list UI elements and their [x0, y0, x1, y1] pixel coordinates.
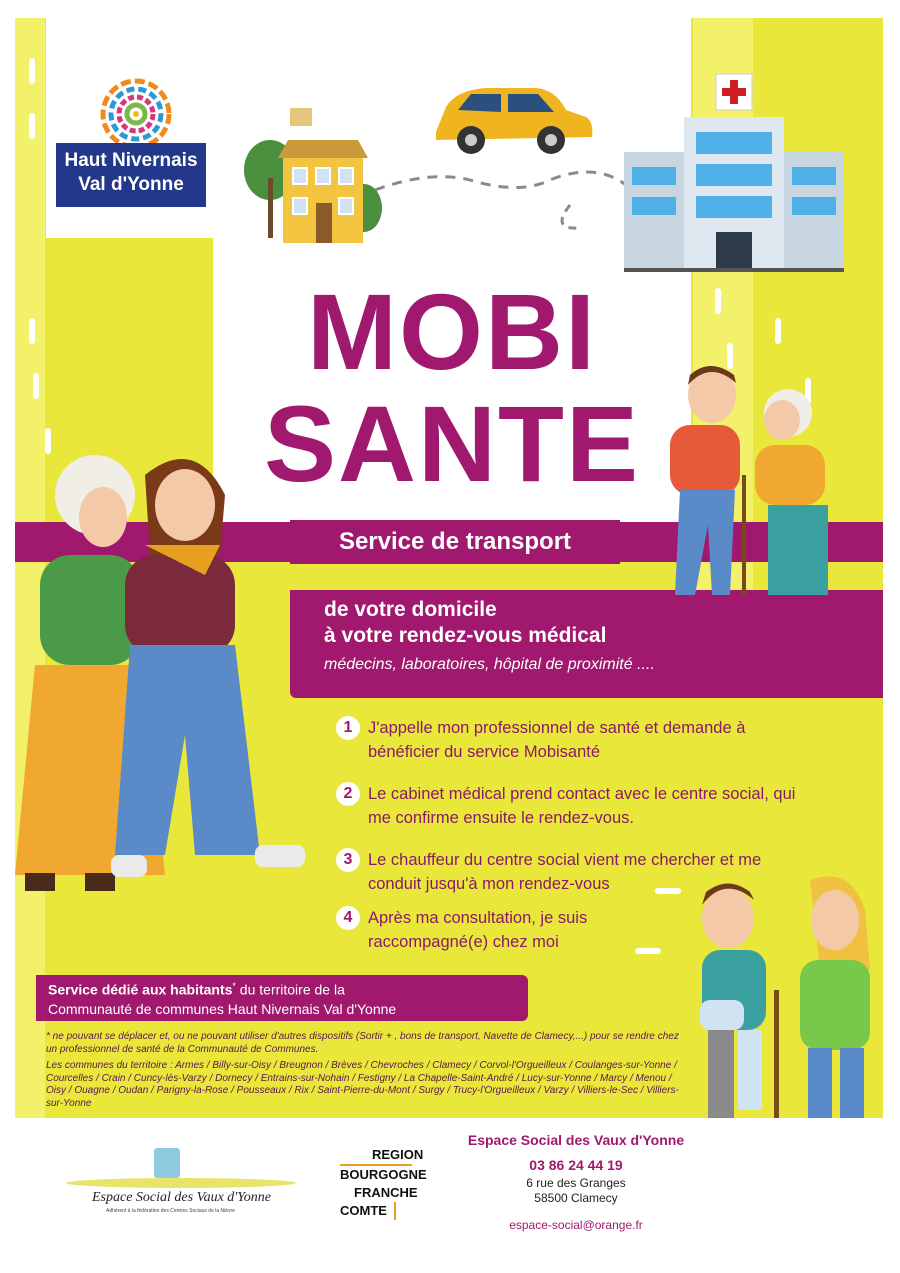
title-line-1: MOBI: [307, 271, 597, 392]
step-text: Le chauffeur du centre social vient me chercher et me conduit jusqu'à mon rendez-vous: [368, 851, 762, 893]
contact-address-2: 58500 Clamecy: [534, 1191, 618, 1205]
audience-rest-2: Communauté de communes Haut Nivernais Val d'Yonne: [48, 1000, 397, 1017]
audience-star: *: [232, 981, 236, 991]
step-text: J'appelle mon professionnel de santé et demande à bénéficier du service Mobisanté: [368, 719, 746, 761]
audience-bold: Service dédié aux habitants: [48, 981, 233, 998]
service-label: Service de transport: [290, 520, 620, 564]
step-2: [336, 782, 806, 832]
logo-title: [56, 143, 206, 207]
region-line-4: COMTE: [340, 1202, 396, 1220]
contact-block: [456, 1130, 696, 1234]
espace-social-logo: [66, 1148, 296, 1238]
footnotes: [46, 1031, 686, 1110]
rdv-line-1: de votre domicile: [324, 598, 497, 621]
hospital-illustration: [624, 72, 844, 272]
dash-mark: [33, 373, 39, 399]
step-1: [336, 716, 806, 766]
region-line-2: BOURGOGNE: [340, 1167, 427, 1182]
dash-mark: [715, 288, 721, 314]
dash-mark: [775, 318, 781, 344]
women-walking-illustration: [15, 435, 315, 895]
rdv-box: [290, 590, 883, 698]
audience-rest-1: du territoire de la: [235, 981, 345, 998]
contact-title: Espace Social des Vaux d'Yonne: [467, 1132, 685, 1148]
spiral-logo-icon: [100, 78, 172, 150]
elderly-helped-illustration: [650, 365, 850, 595]
contact-address-1: 6 rue des Granges: [526, 1176, 626, 1190]
region-logo: [340, 1146, 450, 1220]
espace-logo-swoosh: [66, 1178, 296, 1188]
dash-mark: [29, 318, 35, 344]
rdv-line-2: à votre rendez-vous médical: [324, 624, 607, 647]
route-dashes: [370, 150, 640, 240]
audience-box: [36, 975, 528, 1021]
espace-logo-sub: Adhérent à la fédération des Centres Sociaux de la Nièvre: [106, 1208, 235, 1214]
step-number: 2: [336, 782, 360, 806]
espace-logo-mark: [154, 1148, 180, 1178]
contact-phone: 03 86 24 44 19: [529, 1157, 623, 1173]
logo-line-1: Haut Nivernais: [64, 150, 198, 171]
region-line-3: FRANCHE: [354, 1185, 418, 1200]
contact-email[interactable]: espace-social@orange.fr: [509, 1218, 643, 1232]
footer: [0, 1118, 900, 1273]
rdv-line-3: médecins, laboratoires, hôpital de proximité ....: [324, 656, 655, 673]
dash-mark: [29, 113, 35, 139]
logo-line-2: Val d'Yonne: [78, 174, 184, 195]
step-number: 3: [336, 848, 360, 872]
step-number: 1: [336, 716, 360, 740]
step-3: [336, 848, 806, 898]
house-illustration: [238, 98, 388, 248]
espace-logo-text: Espace Social des Vaux d'Yonne: [92, 1190, 272, 1205]
step-text: Le cabinet médical prend contact avec le centre social, qui me confirme ensuite le rendez-vous.: [368, 785, 796, 827]
asterisk-note: * ne pouvant se déplacer et, ou ne pouvant utiliser d'autres dispositifs (Sortir + , bons de transport, Navette de Clamecy,...) pour se rendre chez un professionnel de santé de la Communauté de Communes.: [46, 1031, 679, 1055]
step-number: 4: [336, 906, 360, 930]
step-text: Après ma consultation, je suis raccompagné(e) chez moi: [368, 909, 588, 951]
step-4: [336, 906, 806, 956]
region-line-1: REGION: [340, 1146, 412, 1166]
title-line-2: SANTE: [263, 383, 641, 504]
dash-mark: [29, 58, 35, 84]
logo-haut-nivernais: [46, 18, 214, 238]
communes-list: Les communes du territoire : Armes / Billy-sur-Oisy / Breugnon / Brèves / Chevroches / Clamecy / Corvol-l'Orgueilleux / Coulanges-sur-Yonne / Courcelles / Crain / Cuncy-lès-Varzy / Dornecy / Entrains-sur-Nohain / Festigny / La Chapelle-Saint-André / Lucy-sur-Yonne / Marcy / Menou / Oisy / Ouagne / Oudan / Parigny-la-Rose / Pousseaux / Rix / Saint-Pierre-du-Mont / Surgy / Trucy-l'Orgueilleux / Varzy / Villiers-le-Sec / Villiers-sur-Yonne: [46, 1060, 679, 1109]
